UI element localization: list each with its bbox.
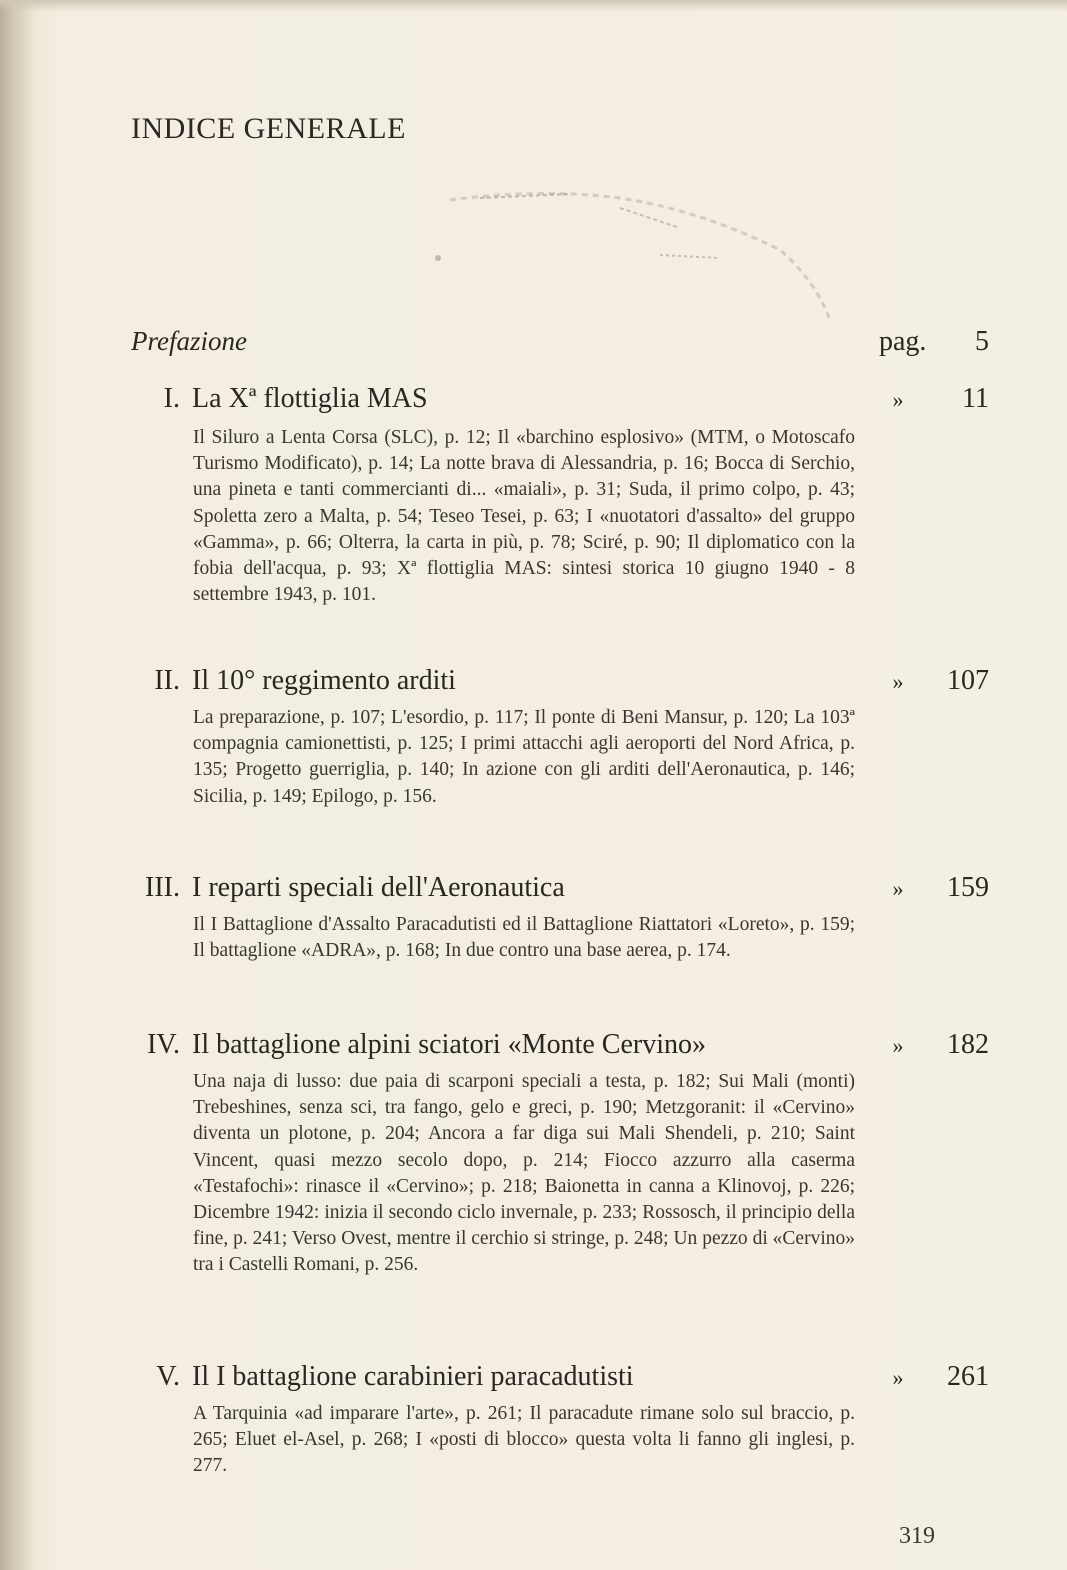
- page-mark: »: [892, 669, 904, 694]
- folio-page-number: 319: [899, 1523, 935, 1549]
- chapter-title: La Xª flottiglia MAS: [192, 383, 428, 414]
- chapter-summary: La preparazione, p. 107; L'esordio, p. 117; Il ponte di Beni Mansur, p. 120; La 103ª compagnia camionettisti, p. 125; I primi attacchi agli aeroporti del Nord Africa, p. 135; Progetto guerriglia, p. 140; In azione con gli arditi dell'Aeronautica, p. 146; Sicilia, p. 149; Epilogo, p. 156.: [193, 707, 855, 807]
- chapter-page-number: 159: [947, 872, 989, 903]
- page-mark: »: [892, 387, 904, 412]
- page-top-shadow: [0, 0, 1067, 12]
- page-mark: »: [892, 1033, 904, 1058]
- chapter-title: Il I battaglione carabinieri paracadutisti: [192, 1361, 634, 1392]
- chapter-title: Il battaglione alpini sciatori «Monte Cervino»: [192, 1029, 706, 1060]
- chapter-summary: Il I Battaglione d'Assalto Paracadutisti ed il Battaglione Riattatori «Loreto», p. 159; Il battaglione «ADRA», p. 168; In due contro una base aerea, p. 174.: [193, 914, 855, 962]
- chapter-title: Il 10° reggimento arditi: [192, 665, 456, 696]
- chapter-page-number: 107: [947, 665, 989, 696]
- chapter-number: IV.: [147, 1029, 180, 1060]
- chapter-page-number: 182: [947, 1029, 989, 1060]
- page-heading: INDICE GENERALE: [131, 112, 406, 145]
- preface-page-number: 5: [975, 326, 989, 357]
- chapter-summary: Una naja di lusso: due paia di scarponi speciali a testa, p. 182; Sui Mali (monti) Trebeshines, senza sci, tra fango, gelo e greci, p. 190; Metzgoranit: il «Cervino» diventa un plotone, p. 204; Ancora a far diga sui Mali Shendeli, p. 210; Saint Vincent, quasi mezzo secolo dopo, p. 214; Fiocco azzurro alla caserma «Testafochi»: rinasce il «Cervino»; p. 218; Baionetta in canna a Klinovoj, p. 226; Dicembre 1942: inizia il secondo ciclo invernale, p. 233; Rossosch, il principio della fine, p. 241; Verso Ovest, mentre il cerchio si stringe, p. 248; Un pezzo di «Cervino» tra i Castelli Romani, p. 256.: [193, 1071, 855, 1276]
- chapter-summary: A Tarquinia «ad imparare l'arte», p. 261; Il paracadute rimane solo sul braccio, p. 265; Eluet el-Asel, p. 268; I «posti di blocco» questa volta li fanno gli inglesi, p. 277.: [193, 1403, 855, 1477]
- chapter-number: V.: [156, 1361, 180, 1392]
- preface-title: Prefazione: [131, 326, 247, 356]
- faded-stamp: [420, 180, 840, 330]
- page-mark: »: [892, 876, 904, 901]
- chapter-summary: Il Siluro a Lenta Corsa (SLC), p. 12; Il «barchino esplosivo» (MTM, o Motoscafo Turismo Modificato), p. 14; La notte brava di Alessandria, p. 16; Bocca di Serchio, una pineta e tanti commercianti di... «maiali», p. 31; Suda, il primo colpo, p. 43; Spoletta zero a Malta, p. 54; Teseo Tesei, p. 63; I «nuotatori d'assalto» del gruppo «Gamma», p. 66; Olterra, la carta in più, p. 78; Sciré, p. 90; Il diplomatico con la fobia dell'acqua, p. 93; Xª flottiglia MAS: sintesi storica 10 giugno 1940 - 8 settembre 1943, p. 101.: [193, 427, 855, 606]
- chapter-page-number: 11: [962, 383, 989, 414]
- page-spine-shadow: [0, 0, 36, 1570]
- page-mark: »: [892, 1365, 904, 1390]
- chapter-title: I reparti speciali dell'Aeronautica: [192, 872, 565, 903]
- chapter-number: III.: [145, 872, 180, 903]
- chapter-number: I.: [163, 383, 180, 414]
- chapter-page-number: 261: [947, 1361, 989, 1392]
- pag-label: pag.: [879, 326, 927, 357]
- chapter-number: II.: [154, 665, 180, 696]
